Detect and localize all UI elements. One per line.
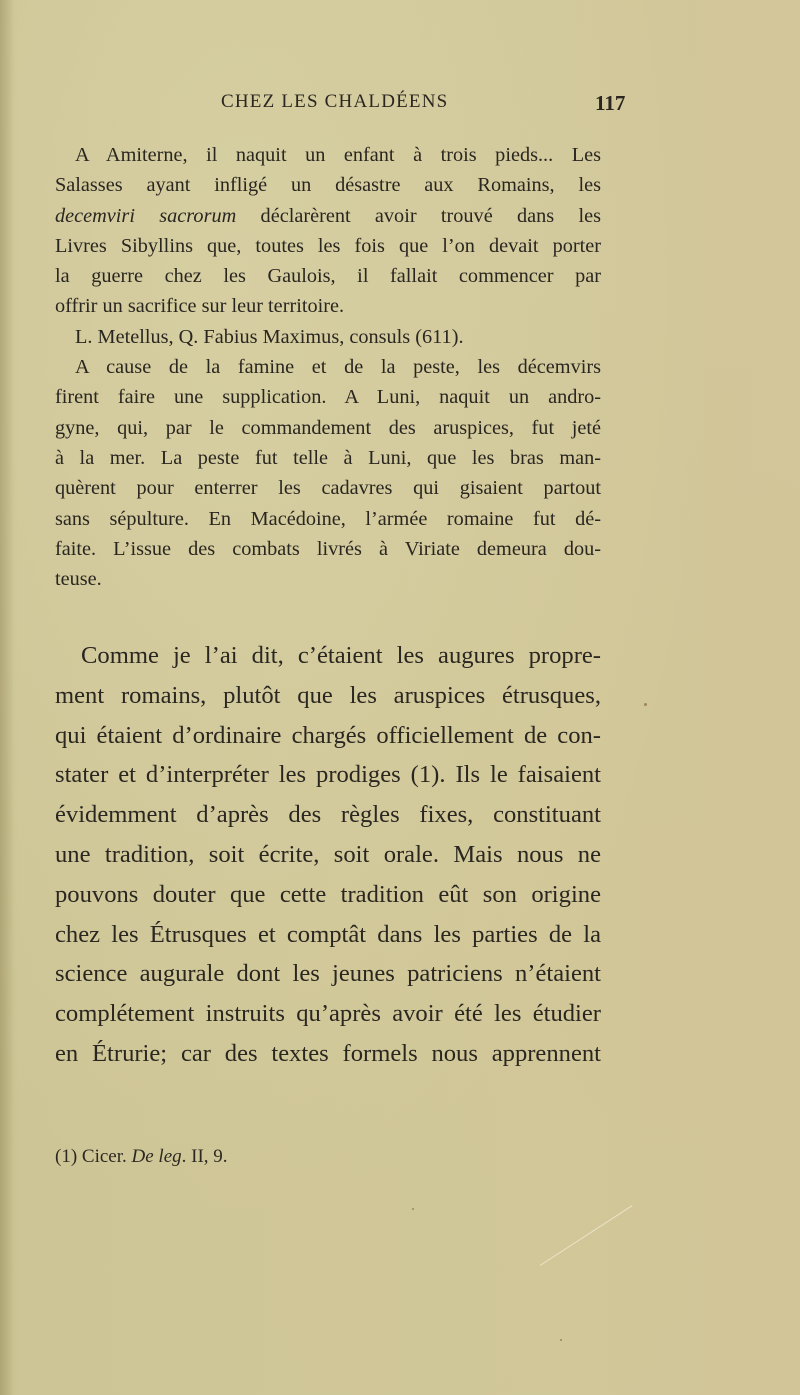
main-body-section: [55, 636, 601, 1074]
page-number: 117: [595, 91, 626, 115]
text-line: qui étaient d’ordinaire chargés officiellement de con-: [55, 721, 601, 749]
text-line: decemviri sacrorum déclarèrent avoir trouvé dans les: [55, 204, 601, 227]
chronicle-section: [55, 140, 601, 594]
text-line: à la mer. La peste fut telle à Luni, que les bras man-: [55, 446, 601, 469]
text-line: ment romains, plutôt que les aruspices étrusques,: [55, 681, 601, 709]
latin-phrase: decemviri sacrorum: [55, 204, 237, 227]
text-line: sans sépulture. En Macédoine, l’armée romaine fut dé-: [55, 507, 601, 530]
footnote: [55, 1146, 228, 1168]
text-line: complétement instruits qu’après avoir été les étudier: [55, 1000, 601, 1028]
paper-speck: [412, 1208, 414, 1210]
text-line: gyne, qui, par le commandement des aruspices, fut jeté: [55, 416, 601, 439]
text-line: en Étrurie; car des textes formels nous apprennent: [55, 1039, 601, 1067]
text-line: pouvons douter que cette tradition eût son origine: [55, 880, 601, 908]
text-line: une tradition, soit écrite, soit orale. Mais nous ne: [55, 840, 601, 868]
text-line: quèrent pour enterrer les cadavres qui gisaient partout: [55, 477, 601, 500]
text-line: teuse.: [55, 568, 102, 591]
text-line: firent faire une supplication. A Luni, naquit un andro-: [55, 386, 601, 409]
text-line: Salasses ayant infligé un désastre aux Romains, les: [55, 174, 601, 197]
text-line: Comme je l’ai dit, c’étaient les augures propre-: [81, 642, 601, 669]
text-line: chez les Étrusques et comptât dans les parties de la: [55, 920, 601, 948]
running-title: CHEZ LES CHALDÉENS: [221, 91, 449, 112]
text-line: offrir un sacrifice sur leur territoire.: [55, 295, 345, 318]
text-line: A cause de la famine et de la peste, les décemvirs: [75, 356, 601, 379]
running-head: [0, 91, 800, 121]
text-line: Livres Sibyllins que, toutes les fois que l’on devait porter: [55, 234, 601, 257]
text-line: A Amiterne, il naquit un enfant à trois pieds... Les: [75, 144, 601, 166]
chronicle-paragraph: [55, 322, 601, 352]
text-line: science augurale dont les jeunes patriciens n’étaient: [55, 960, 601, 988]
paper-scratch: [540, 1205, 633, 1266]
text-line: faite. L’issue des combats livrés à Viriate demeura dou-: [55, 537, 601, 560]
footnote-work: De leg: [131, 1146, 182, 1167]
paper-speck: [560, 1339, 562, 1341]
chronicle-paragraph: [55, 352, 601, 594]
footnote-author: Cicer.: [77, 1146, 132, 1167]
footnote-reference: . II, 9.: [181, 1146, 228, 1167]
text-line: stater et d’interpréter les prodiges (1). Ils le faisaient: [55, 761, 601, 789]
paper-speck: [644, 703, 647, 706]
text-line: évidemment d’après des règles fixes, constituant: [55, 801, 601, 829]
text-line: la guerre chez les Gaulois, il fallait commencer par: [55, 265, 601, 288]
footnote-marker: (1): [55, 1146, 78, 1167]
gutter-shadow: [0, 0, 14, 1395]
chronicle-paragraph: [55, 140, 601, 322]
text-line: L. Metellus, Q. Fabius Maximus, consuls (611).: [75, 325, 464, 348]
